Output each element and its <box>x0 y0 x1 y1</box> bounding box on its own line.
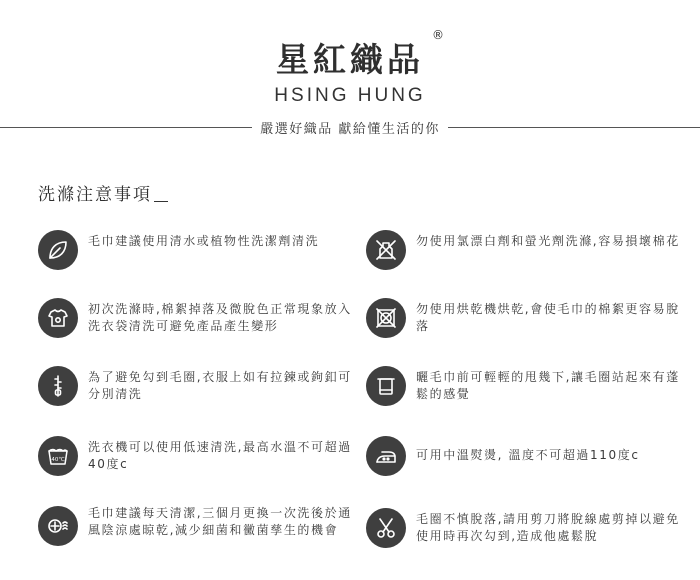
care-item <box>38 298 358 346</box>
towel-icon <box>366 366 406 406</box>
zipper-icon <box>38 366 78 406</box>
care-item-text: 洗衣機可以使用低速清洗,最高水溫不可超過40度c <box>88 440 352 471</box>
care-item-text: 初次洗滌時,棉絮掉落及微脫色正常現象放入洗衣袋清洗可避免產品產生變形 <box>88 302 352 333</box>
care-item-text: 勿使用烘乾機烘乾,會使毛巾的棉絮更容易脫落 <box>416 302 680 333</box>
divider-right <box>448 127 700 128</box>
section-title-text: 洗滌注意事項 <box>38 185 152 205</box>
care-item <box>366 436 686 484</box>
brand-name-cn-text: 星紅織品 <box>276 40 424 79</box>
care-item-text: 毛巾建議每天清潔,三個月更換一次洗後於通風陰涼處晾乾,減少細菌和黴菌孳生的機會 <box>88 506 352 537</box>
scissors-icon <box>366 508 406 548</box>
wash-temp-label: 40℃ <box>51 457 65 463</box>
care-item <box>366 298 686 346</box>
care-item-text: 曬毛巾前可輕輕的甩幾下,讓毛圈站起來有蓬鬆的感覺 <box>416 370 680 401</box>
air-dry-icon <box>38 506 78 546</box>
tagline: 嚴選好織品 獻給懂生活的你 <box>260 121 440 137</box>
care-item <box>38 230 358 278</box>
iron-icon <box>366 436 406 476</box>
care-item <box>366 230 686 278</box>
care-item-text: 可用中溫熨燙, 溫度不可超過110度c <box>416 448 640 462</box>
care-item-text: 為了避免勾到毛圈,衣服上如有拉鍊或鉤釦可分別清洗 <box>88 370 352 401</box>
care-item-text: 毛圈不慎脫落,請用剪刀將脫線處剪掉以避免使用時再次勾到,造成他處鬆脫 <box>416 512 680 543</box>
title-underscore <box>154 187 168 202</box>
laundry-bag-icon <box>38 298 78 338</box>
registered-mark: ® <box>432 28 444 42</box>
wash-40c-icon <box>38 436 78 476</box>
care-item <box>38 502 358 562</box>
care-item-text: 勿使用氯漂白劑和螢光劑洗滌,容易損壞棉花 <box>416 234 680 248</box>
brand-name-cn <box>276 28 444 81</box>
leaf-icon <box>38 230 78 270</box>
brand-name-en: HSING HUNG <box>274 85 426 106</box>
no-tumble-dry-icon <box>366 298 406 338</box>
section-title <box>38 180 168 205</box>
care-item <box>366 508 686 556</box>
care-item <box>38 366 358 414</box>
care-item <box>366 366 686 414</box>
care-item <box>38 436 358 484</box>
divider-left <box>0 127 252 128</box>
brand-header <box>0 28 700 107</box>
no-bleach-icon <box>366 230 406 270</box>
tagline-row <box>0 118 700 136</box>
care-item-text: 毛巾建議使用清水或植物性洗潔劑清洗 <box>88 234 320 248</box>
